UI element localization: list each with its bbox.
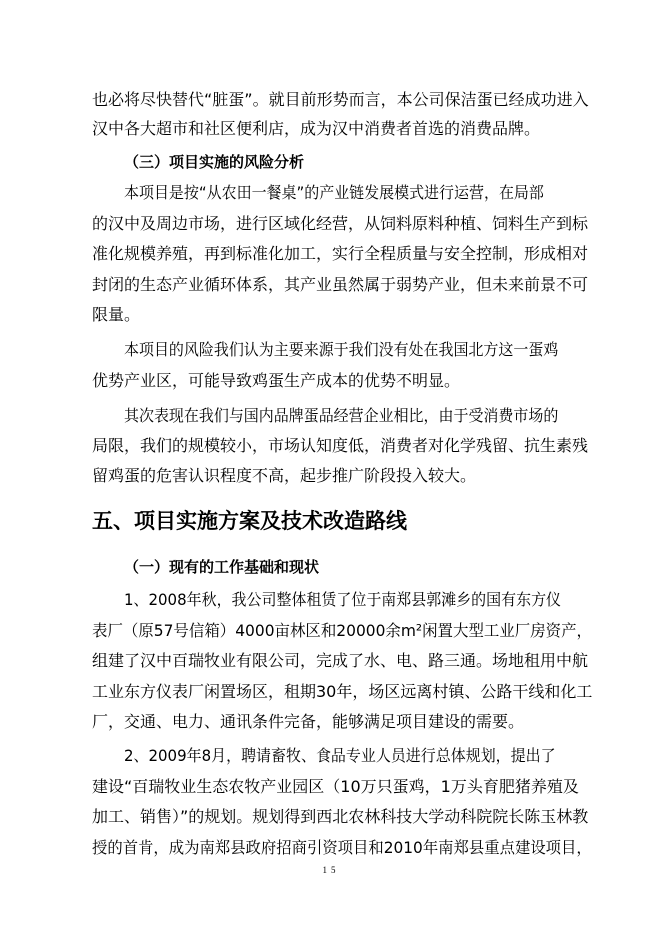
paragraph-line: 表厂（原57号信箱）4000亩林区和20000余m²闲置大型工业厂房资产，: [92, 621, 593, 640]
paragraph-line: 局限，我们的规模较小，市场认知度低，消费者对化学残留、抗生素残: [92, 436, 589, 455]
paragraph-line: 厂，交通、电力、通讯条件完备，能够满足项目建设的需要。: [92, 712, 525, 731]
subheading-current-status: （一）现有的工作基础和现状: [124, 558, 320, 576]
paragraph-line: 本项目的风险我们认为主要来源于我们没有处在我国北方这一蛋鸡: [124, 340, 559, 359]
paragraph-line: 的汉中及周边市场，进行区域化经营，从饲料原料种植、饲料生产到标: [92, 214, 589, 233]
paragraph-line: 准化规模养殖，再到标准化加工，实行全程质量与安全控制，形成相对: [92, 244, 589, 263]
paragraph-line: 汉中各大超市和社区便利店，成为汉中消费者首选的消费品牌。: [92, 119, 541, 138]
paragraph-line: 加工、销售）”的规划。规划得到西北农林科技大学动科院院长陈玉林教: [92, 807, 589, 826]
paragraph-line: 建设“百瑞牧业生态农牧产业园区（10万只蛋鸡，1万头育肥猪养殖及: [92, 777, 579, 796]
paragraph-line: 组建了汉中百瑞牧业有限公司，完成了水、电、路三通。场地租用中航: [92, 651, 589, 670]
paragraph-line: 本项目是按“从农田一餐桌”的产业链发展模式进行运营，在局部: [124, 183, 544, 202]
paragraph-line: 授的首肯，成为南郑县政府招商引资项目和2010年南郑县重点建设项目，: [92, 838, 592, 857]
paragraph-line: 限量。: [92, 305, 141, 324]
paragraph-line: 留鸡蛋的危害认识程度不高，起步推广阶段投入较大。: [92, 466, 477, 485]
paragraph-line: 其次表现在我们与国内品牌蛋品经营企业相比，由于受消费市场的: [124, 406, 559, 425]
section-title: 五、项目实施方案及技术改造路线: [92, 509, 407, 533]
paragraph-line: 工业东方仪表厂闲置场区，租期30年，场区远离村镇、公路干线和化工: [92, 682, 593, 701]
subheading-risk-analysis: （三）项目实施的风险分析: [124, 153, 305, 171]
page-number: 15: [322, 865, 340, 875]
paragraph-line: 封闭的生态产业循环体系，其产业虽然属于弱势产业，但未来前景不可: [92, 275, 589, 294]
paragraph-line: 1、2008年秋，我公司整体租赁了位于南郑县郭滩乡的国有东方仪: [124, 590, 562, 609]
paragraph-line: 优势产业区，可能导致鸡蛋生产成本的优势不明显。: [92, 371, 461, 390]
paragraph-line: 也必将尽快替代“脏蛋”。就目前形势而言，本公司保洁蛋已经成功进入: [92, 90, 589, 109]
paragraph-line: 2、2009年8月，聘请畜牧、食品专业人员进行总体规划，提出了: [124, 746, 556, 765]
